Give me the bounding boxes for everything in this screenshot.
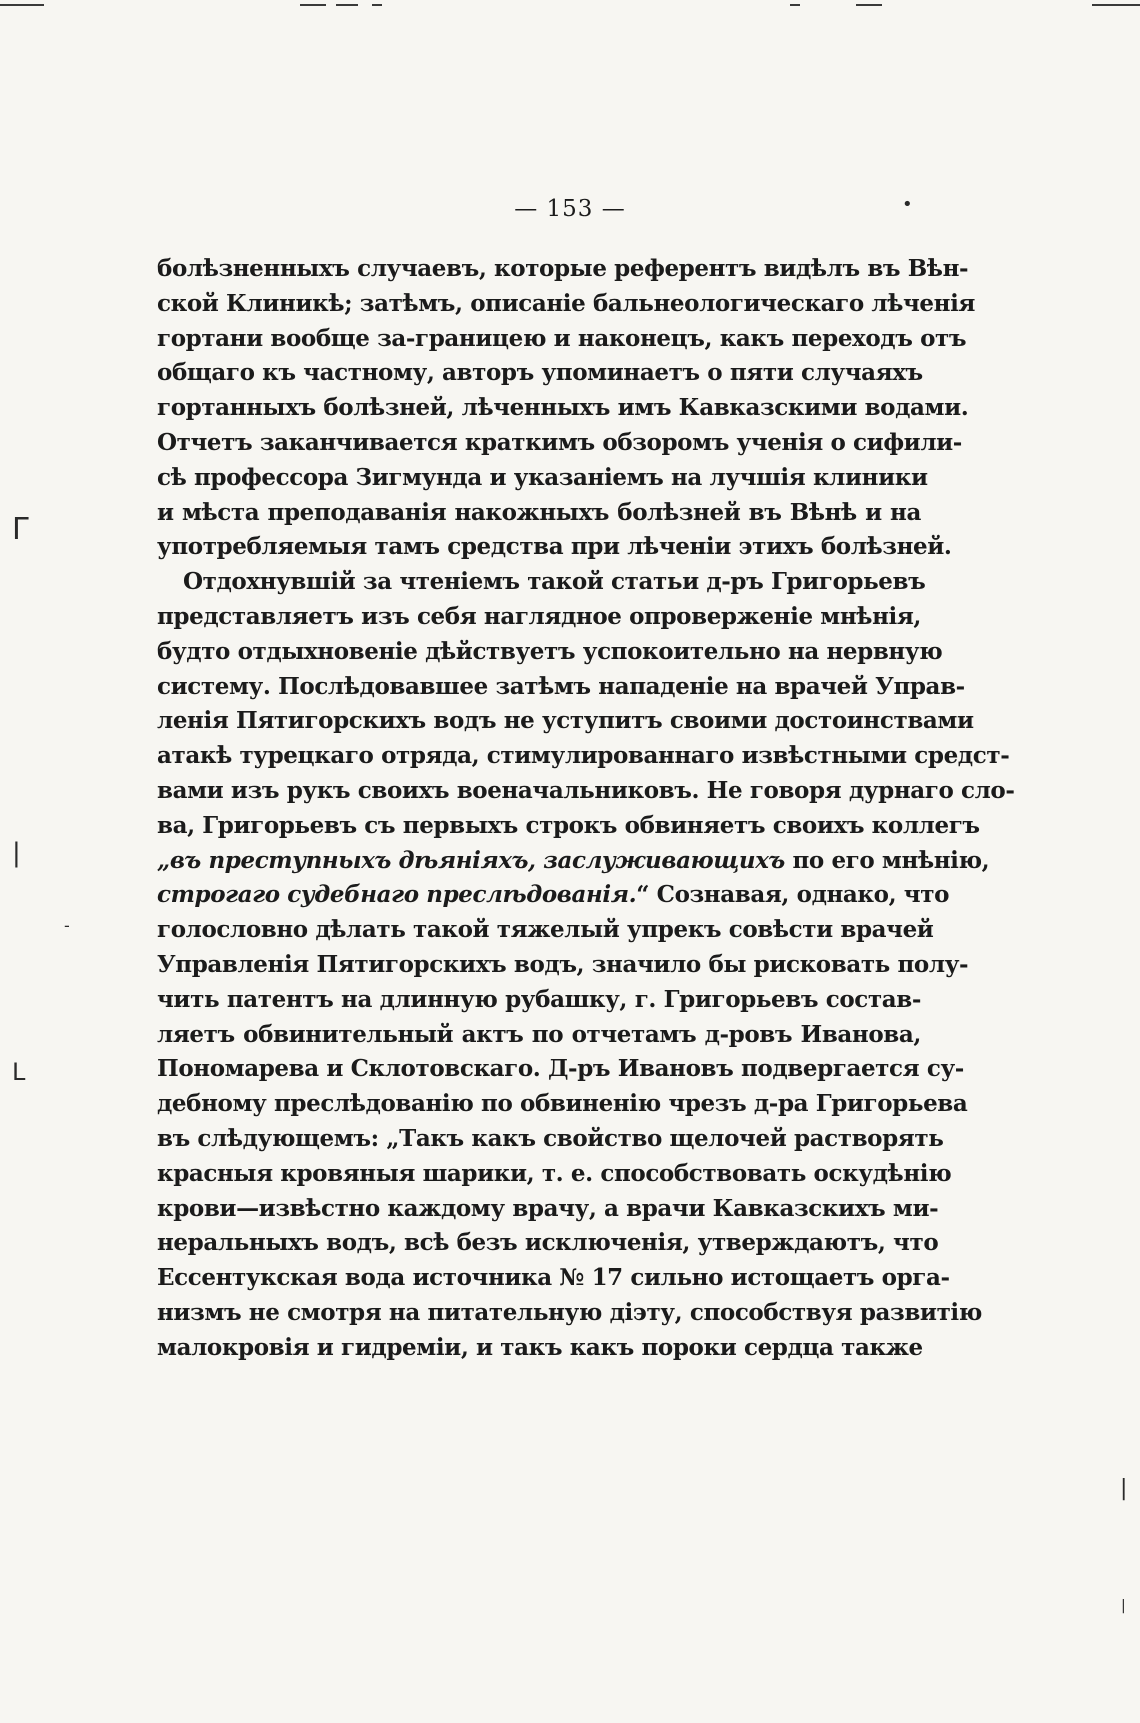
text-line	[157, 530, 952, 565]
left-margin-bracket-mark: Г	[12, 512, 31, 547]
text-line	[157, 426, 962, 461]
text-segment: чить патентъ на длинную рубашку, г. Григорьевъ состав-	[157, 985, 921, 1013]
text-line	[157, 739, 1010, 774]
text-segment: будто отдыхновеніе дѣйствуетъ успокоительно на нервную	[157, 637, 943, 665]
text-line	[157, 948, 969, 983]
text-line	[157, 1018, 921, 1053]
text-segment: ленія Пятигорскихъ водъ не уступитъ своими достоинствами	[157, 707, 974, 735]
text-segment: по его мнѣнію,	[784, 846, 990, 874]
text-segment: употребляемыя тамъ средства при лѣченіи этихъ болѣзней.	[157, 533, 952, 561]
text-line	[157, 600, 921, 635]
text-line	[157, 356, 921, 391]
text-segment: Ессентукская вода источника № 17 сильно истощаетъ орга-	[157, 1264, 950, 1292]
text-line	[157, 844, 990, 879]
text-segment: вами изъ рукъ своихъ военачальниковъ. Не говоря дурнаго сло-	[157, 776, 1015, 804]
text-segment: красныя кровяныя шарики, т. е. способствовать оскудѣнію	[157, 1159, 952, 1187]
text-segment: ва, Григорьевъ съ первыхъ строкъ обвиняетъ своихъ коллегъ	[157, 811, 980, 839]
text-line	[157, 461, 928, 496]
right-margin-tick-mark: |	[1120, 1476, 1128, 1501]
text-line	[157, 391, 969, 426]
text-segment: сѣ профессора Зигмунда и указаніемъ на лучшія клиники	[157, 463, 928, 491]
text-segment: голословно дѣлать такой тяжелый упрекъ совѣсти врачей	[157, 916, 934, 944]
left-margin-tick-mark: |	[12, 838, 21, 868]
text-segment: низмъ не смотря на питательную діэту, способствуя развитію	[157, 1298, 982, 1326]
text-segment: Пономарева и Склотовскаго. Д-ръ Ивановъ подвергается су-	[157, 1055, 964, 1083]
left-margin-corner-mark: L	[12, 1058, 26, 1086]
text-segment: представляетъ изъ себя наглядное опроверженіе мнѣнія,	[157, 602, 922, 630]
text-segment: Отчетъ заканчивается краткимъ обзоромъ ученія о сифили-	[157, 428, 962, 456]
text-segment: атакѣ турецкаго отряда, стимулированнаго извѣстными средст-	[157, 742, 1010, 770]
text-line	[157, 774, 1015, 809]
text-line	[157, 496, 921, 531]
text-line	[157, 565, 926, 600]
text-line	[157, 1157, 952, 1192]
text-segment: малокровія и гидреміи, и такъ какъ пороки сердца также	[157, 1333, 923, 1361]
text-line	[157, 1226, 939, 1261]
text-segment: гортани вообще за-границею и наконецъ, какъ переходъ отъ	[157, 324, 967, 352]
left-margin-dash-mark: ‐	[64, 916, 70, 935]
text-line	[157, 878, 950, 913]
right-margin-dot-mark: •	[902, 194, 913, 215]
text-line	[157, 983, 921, 1018]
body-text	[157, 252, 1015, 1366]
text-line	[157, 252, 969, 287]
text-segment: систему. Послѣдовавшее затѣмъ нападеніе на врачей Управ-	[157, 672, 965, 700]
text-line	[157, 1052, 964, 1087]
text-line	[157, 809, 980, 844]
text-segment: неральныхъ водъ, всѣ безъ исключенія, утверждаютъ, что	[157, 1229, 939, 1257]
text-line	[157, 1296, 982, 1331]
right-margin-small-tick-mark: |	[1121, 1598, 1126, 1614]
text-line	[157, 1087, 968, 1122]
text-segment: “ Сознавая, однако, что	[636, 881, 950, 909]
text-line	[157, 670, 965, 705]
text-segment: Управленія Пятигорскихъ водъ, значило бы рисковать полу-	[157, 950, 969, 978]
italic-text-segment: строгаго судебнаго преслѣдованія.	[157, 881, 637, 909]
text-line	[157, 704, 974, 739]
page-number: — 153 —	[514, 196, 626, 222]
text-line	[157, 287, 976, 322]
text-segment: крови—извѣстно каждому врачу, а врачи Кавказскихъ ми-	[157, 1194, 939, 1222]
text-line	[157, 322, 967, 357]
text-segment: ской Клиникѣ; затѣмъ, описаніе бальнеологическаго лѣченія	[157, 289, 976, 317]
text-segment: Отдохнувшій за чтеніемъ такой статьи д-ръ Григорьевъ	[183, 568, 926, 596]
text-line	[157, 635, 943, 670]
text-segment: гортанныхъ болѣзней, лѣченныхъ имъ Кавказскими водами.	[157, 394, 969, 422]
text-line	[157, 1261, 950, 1296]
text-segment: болѣзненныхъ случаевъ, которые референтъ видѣлъ въ Вѣн-	[157, 255, 969, 282]
text-segment: общаго къ частному, авторъ упоминаетъ о пяти случаяхъ	[157, 359, 923, 387]
text-segment: дебному преслѣдованію по обвиненію чрезъ д-ра Григорьева	[157, 1090, 968, 1118]
scan-edge-artifacts	[0, 0, 1140, 14]
text-line	[157, 913, 934, 948]
text-line	[157, 1192, 939, 1227]
text-segment: и мѣста преподаванія накожныхъ болѣзней въ Вѣнѣ и на	[157, 498, 921, 526]
text-line	[157, 1122, 944, 1157]
text-line	[157, 1331, 921, 1366]
text-segment: ляетъ обвинительный актъ по отчетамъ д-ровъ Иванова,	[157, 1020, 921, 1048]
text-segment: въ слѣдующемъ: „Такъ какъ свойство щелочей растворять	[157, 1124, 944, 1152]
italic-text-segment: „въ преступныхъ дѣяніяхъ, заслуживающихъ	[157, 846, 785, 874]
